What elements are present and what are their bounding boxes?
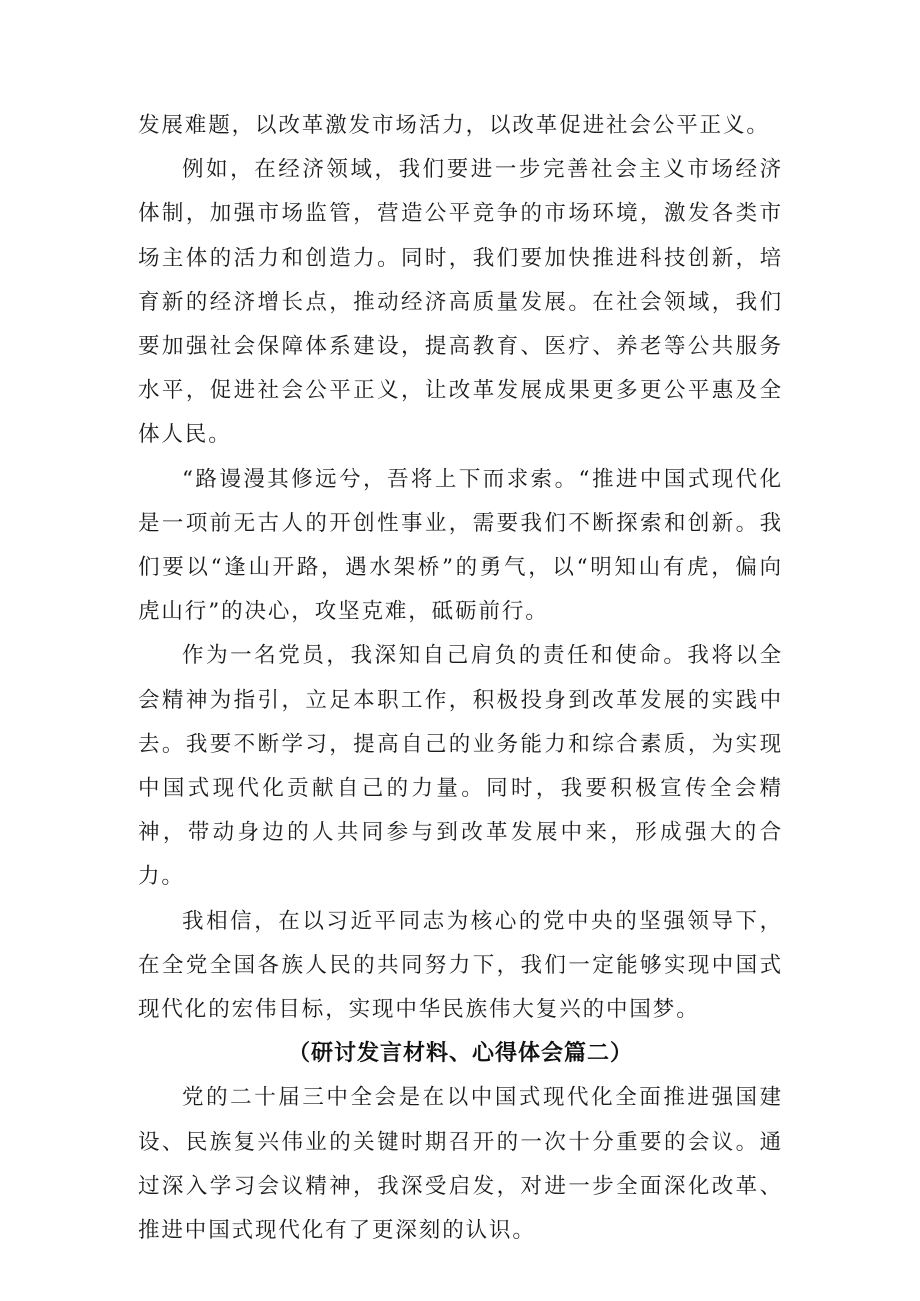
paragraph-quote-exploration: “路谩漫其修远兮，吾将上下而求索。“推进中国式现代化是一项前无古人的开创性事业，需要我们不断探索和创新。我们要以“逢山开路，遇水架桥”的勇气，以“明知山有虎，偏向虎山行”的决心，攻坚克难，砥砺前行。: [138, 466, 783, 625]
section-heading: （研讨发言材料、心得体会篇二）: [287, 1041, 633, 1067]
paragraph-continuation: 发展难题，以改革激发市场活力，以改革促进社会公平正义。: [138, 113, 770, 138]
paragraph-conclusion: 我相信，在以习近平同志为核心的党中央的坚强领导下，在全党全国各族人民的共同努力下，我们一定能够实现中国式现代化的宏伟目标，实现中华民族伟大复兴的中国梦。: [138, 908, 783, 1023]
paragraph-party-member: 作为一名党员，我深知自己肩负的责任和使命。我将以全会精神为指引，立足本职工作，积极投身到改革发展的实践中去。我要不断学习，提高自己的业务能力和综合素质，为实现中国式现代化贡献自己的力量。同时，我要积极宣传全会精神，带动身边的人共同参与到改革发展中来，形成强大的合力。: [138, 643, 783, 890]
paragraph-economy-society: 例如，在经济领域，我们要进一步完善社会主义市场经济体制，加强市场监管，营造公平竞争的市场环境，激发各类市场主体的活力和创造力。同时，我们要加快推进科技创新，培育新的经济增长点，推动经济高质量发展。在社会领域，我们要加强社会保障体系建设，提高教育、医疗、养老等公共服务水平，促进社会公平正义，让改革发展成果更多更公平惠及全体人民。: [138, 157, 783, 448]
paragraph-section-two-intro: 党的二十届三中全会是在以中国式现代化全面推进强国建设、民族复兴伟业的关键时期召开的一次十分重要的会议。通过深入学习会议精神，我深受启发，对进一步全面深化改革、推进中国式现代化有了更深刻的认识。: [138, 1085, 783, 1244]
document-body: [138, 104, 783, 1253]
